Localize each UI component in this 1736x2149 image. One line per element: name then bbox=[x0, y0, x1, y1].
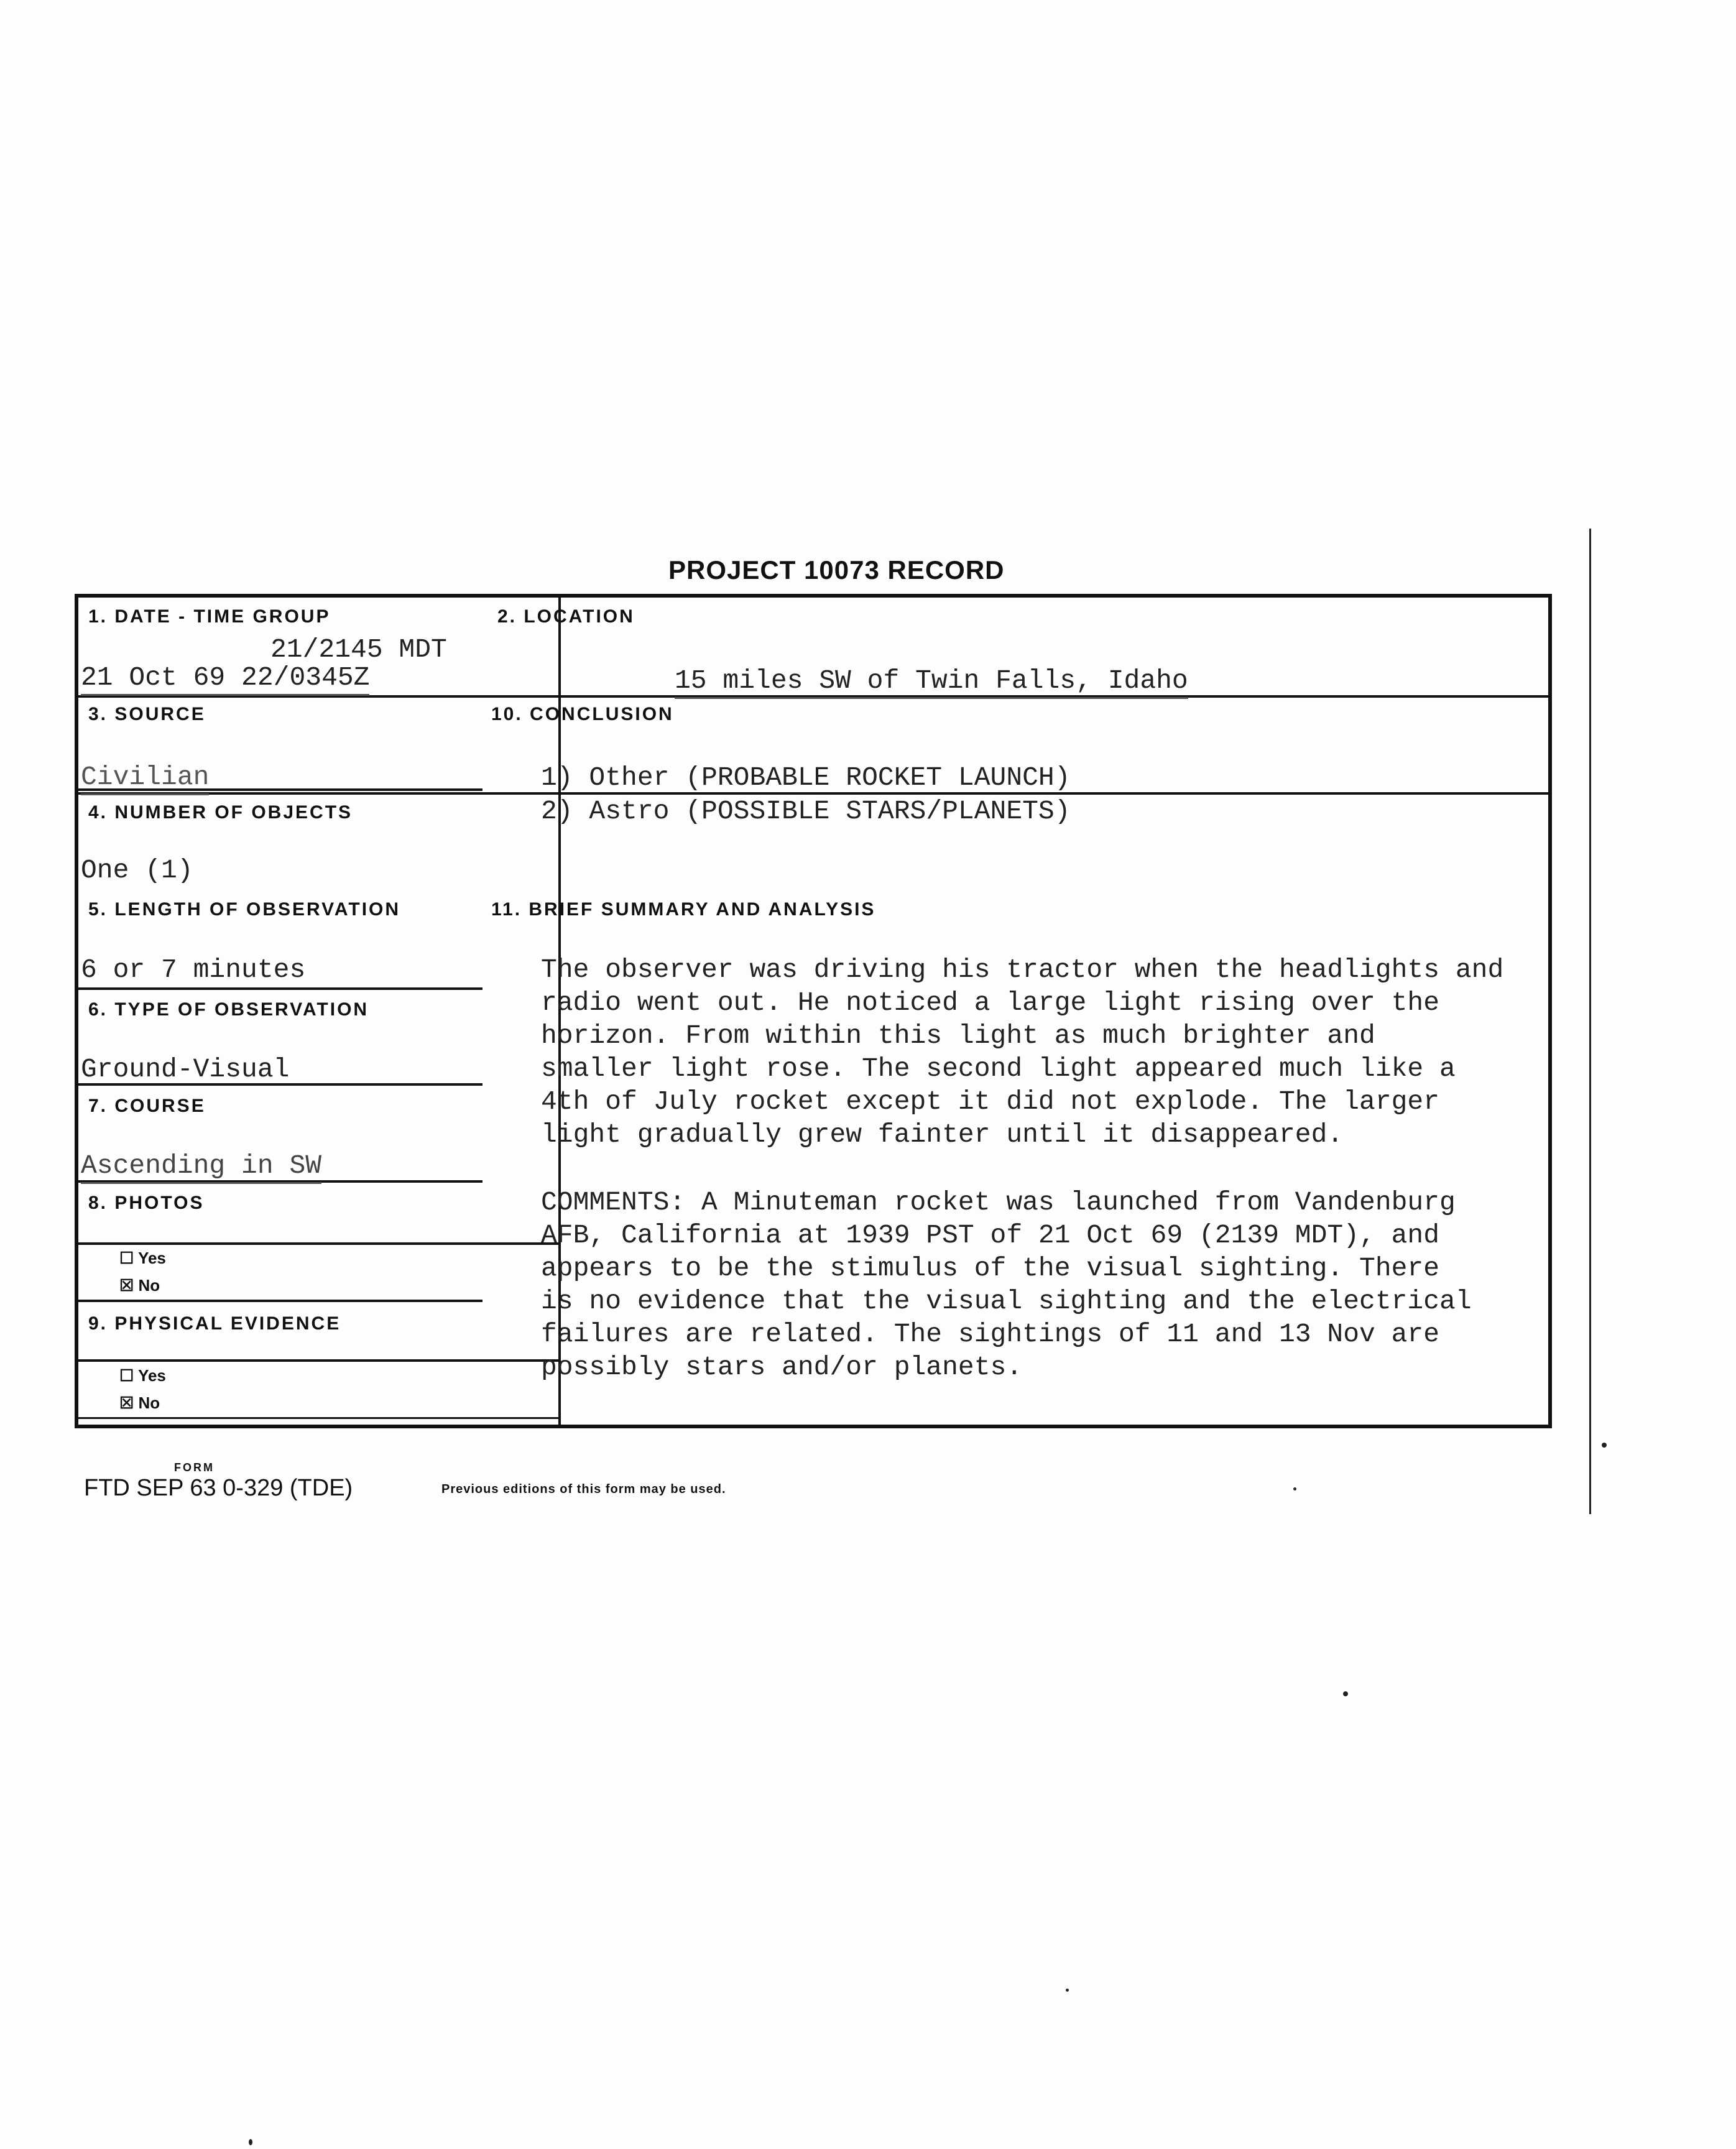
summary-line: failures are related. The sightings of 11 and 13 Nov are bbox=[541, 1319, 1440, 1349]
speck bbox=[1066, 1989, 1069, 1992]
speck bbox=[249, 2139, 252, 2145]
summary-paragraph-1 bbox=[541, 953, 1536, 1151]
row-divider bbox=[78, 1300, 482, 1302]
conclusion-line1: 1) Other (PROBABLE ROCKET LAUNCH) bbox=[541, 762, 1071, 793]
row-divider bbox=[78, 1417, 561, 1419]
length-of-observation-value: 6 or 7 minutes bbox=[81, 954, 306, 985]
summary-paragraph-2 bbox=[541, 1186, 1536, 1384]
footer-form-id: FTD SEP 63 0-329 (TDE) bbox=[84, 1475, 353, 1501]
summary-line: light gradually grew fainter until it disappeared. bbox=[541, 1119, 1344, 1150]
conclusion-line2: 2) Astro (POSSIBLE STARS/PLANETS) bbox=[541, 796, 1071, 826]
type-of-observation-label: 6. TYPE OF OBSERVATION bbox=[88, 999, 369, 1020]
date-time-line2: 21 Oct 69 22/0345Z bbox=[81, 662, 369, 696]
number-of-objects-value: One (1) bbox=[81, 855, 193, 885]
source-value: Civilian bbox=[81, 762, 209, 795]
physical-evidence-yes-checkbox: ☐ Yes bbox=[119, 1366, 166, 1385]
form-title: PROJECT 10073 RECORD bbox=[668, 555, 1005, 585]
location-label: 2. LOCATION bbox=[497, 606, 635, 627]
course-label: 7. COURSE bbox=[88, 1096, 206, 1116]
summary-line: appears to be the stimulus of the visual sighting. There bbox=[541, 1253, 1440, 1283]
course-value: Ascending in SW bbox=[81, 1150, 321, 1184]
photos-yes-checkbox: ☐ Yes bbox=[119, 1249, 166, 1267]
footer-form-word: FORM bbox=[174, 1461, 215, 1474]
row-divider bbox=[78, 1359, 561, 1362]
type-of-observation-value: Ground-Visual bbox=[81, 1054, 290, 1084]
summary-line: horizon. From within this light as much brighter and bbox=[541, 1020, 1375, 1051]
photos-no-checkbox: ☒ No bbox=[119, 1276, 160, 1295]
location-value: 15 miles SW of Twin Falls, Idaho bbox=[675, 665, 1188, 699]
date-time-line1: 21/2145 MDT bbox=[270, 634, 447, 665]
physical-evidence-no-checkbox: ☒ No bbox=[119, 1393, 160, 1412]
source-label: 3. SOURCE bbox=[88, 704, 206, 724]
summary-label: 11. BRIEF SUMMARY AND ANALYSIS bbox=[491, 899, 876, 920]
row-divider bbox=[78, 987, 482, 990]
summary-line: smaller light rose. The second light appeared much like a bbox=[541, 1053, 1456, 1084]
footer-note: Previous editions of this form may be used. bbox=[441, 1482, 726, 1496]
summary-line: The observer was driving his tractor when the headlights and bbox=[541, 954, 1504, 985]
speck bbox=[1293, 1487, 1296, 1490]
right-margin-rule bbox=[1589, 529, 1591, 1514]
date-time-label: 1. DATE - TIME GROUP bbox=[88, 606, 331, 627]
summary-line: 4th of July rocket except it did not explode. The larger bbox=[541, 1086, 1440, 1117]
physical-evidence-label: 9. PHYSICAL EVIDENCE bbox=[88, 1313, 341, 1334]
summary-line: is no evidence that the visual sighting and the electrical bbox=[541, 1286, 1472, 1316]
summary-line: AFB, California at 1939 PST of 21 Oct 69 (2139 MDT), and bbox=[541, 1220, 1440, 1250]
length-of-observation-label: 5. LENGTH OF OBSERVATION bbox=[88, 899, 401, 920]
photos-label: 8. PHOTOS bbox=[88, 1193, 205, 1213]
speck bbox=[1343, 1691, 1348, 1696]
number-of-objects-label: 4. NUMBER OF OBJECTS bbox=[88, 802, 353, 823]
row-divider bbox=[78, 1242, 561, 1245]
conclusion-label: 10. CONCLUSION bbox=[491, 704, 674, 724]
speck bbox=[1602, 1443, 1607, 1448]
summary-line: possibly stars and/or planets. bbox=[541, 1352, 1023, 1382]
summary-line: COMMENTS: A Minuteman rocket was launched from Vandenburg bbox=[541, 1187, 1456, 1218]
summary-line: radio went out. He noticed a large light rising over the bbox=[541, 987, 1440, 1018]
